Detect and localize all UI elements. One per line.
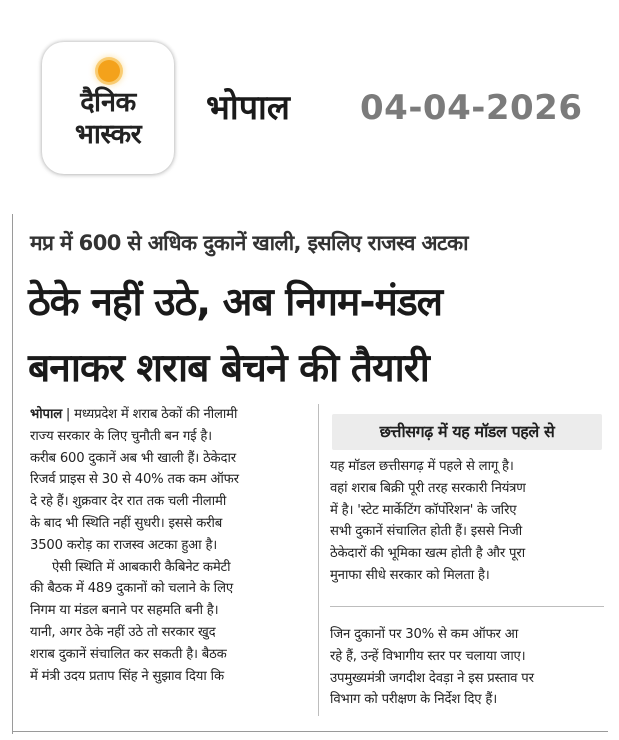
body-line: रहे हैं, उन्हें विभागीय स्तर पर चलाया जाए। <box>330 648 526 664</box>
sun-icon <box>98 60 120 82</box>
logo-text-line2: भास्कर <box>74 119 142 150</box>
section-divider <box>330 606 604 607</box>
body-line: उपमुख्यमंत्री जगदीश देवड़ा ने इस प्रस्ताव पर <box>330 670 534 686</box>
article-left-rule <box>12 214 13 734</box>
body-line: में है। 'स्टेट मार्केटिंग कॉर्पोरेशन' के जरिए <box>330 502 517 518</box>
body-line: यह मॉडल छत्तीसगढ़ में पहले से लागू है। <box>330 459 514 474</box>
body-line: 3500 करोड़ का राजस्व अटका हुआ है। <box>30 537 218 553</box>
sidebar-subhead: छत्तीसगढ़ में यह मॉडल पहले से <box>332 414 602 450</box>
article-bottom-rule <box>12 731 608 732</box>
dainik-bhaskar-logo <box>42 42 174 174</box>
body-line: राज्य सरकार के लिए चुनौती बन गई है। <box>30 428 212 444</box>
body-line: के बाद भी स्थिति नहीं सुधरी। इससे करीब <box>30 515 223 531</box>
dateline: भोपाल <box>30 407 62 422</box>
body-line: जिन दुकानों पर 30% से कम ऑफर आ <box>330 627 518 642</box>
body-line: रिजर्व प्राइस से 30 से 40% तक कम ऑफर <box>30 472 239 488</box>
body-line: सभी दुकानें संचालित होती हैं। इससे निजी <box>330 524 522 540</box>
body-line: भोपाल | मध्यप्रदेश में शराब ठेकों की नीलामी <box>30 407 238 422</box>
logo-text-line1: दैनिक <box>80 87 136 118</box>
edition-city: भोपाल <box>206 88 290 128</box>
headline-line-1: ठेके नहीं उठे, अब निगम-मंडल <box>28 280 443 325</box>
body-line: की बैठक में 489 दुकानों को चलाने के लिए <box>30 581 233 597</box>
right-body-column-bottom <box>330 624 606 711</box>
headline-line-2: बनाकर शराब बेचने की तैयारी <box>28 346 429 391</box>
body-line: शराब दुकानें संचालित कर सकती है। बैठक <box>30 646 227 662</box>
body-line: यानी, अगर ठेके नहीं उठे तो सरकार खुद <box>30 624 216 640</box>
body-line: करीब 600 दुकानें अब भी खाली हैं। ठेकेदार <box>30 450 236 466</box>
body-line: ठेकेदारों की भूमिका खत्म होती है और पूरा <box>330 546 525 562</box>
body-line: मुनाफा सीधे सरकार को मिलता है। <box>330 567 490 583</box>
body-line: ऐसी स्थिति में आबकारी कैबिनेट कमेटी <box>52 559 231 575</box>
body-line: विभाग को परीक्षण के निर्देश दिए हैं। <box>330 692 497 708</box>
body-line: दे रहे हैं। शुक्रवार देर रात तक चली नीलामी <box>30 494 227 510</box>
body-line: में मंत्री उदय प्रताप सिंह ने सुझाव दिया कि <box>30 668 224 684</box>
column-divider <box>318 404 319 716</box>
article-kicker: मप्र में 600 से अधिक दुकानें खाली, इसलिए राजस्व अटका <box>30 231 468 255</box>
edition-date: 04-04-2026 <box>360 88 583 128</box>
left-body-column <box>30 404 314 687</box>
body-line: वहां शराब बिक्री पूरी तरह सरकारी नियंत्रण <box>330 480 526 496</box>
body-line: निगम या मंडल बनाने पर सहमति बनी है। <box>30 603 219 619</box>
right-body-column-top <box>330 456 606 587</box>
